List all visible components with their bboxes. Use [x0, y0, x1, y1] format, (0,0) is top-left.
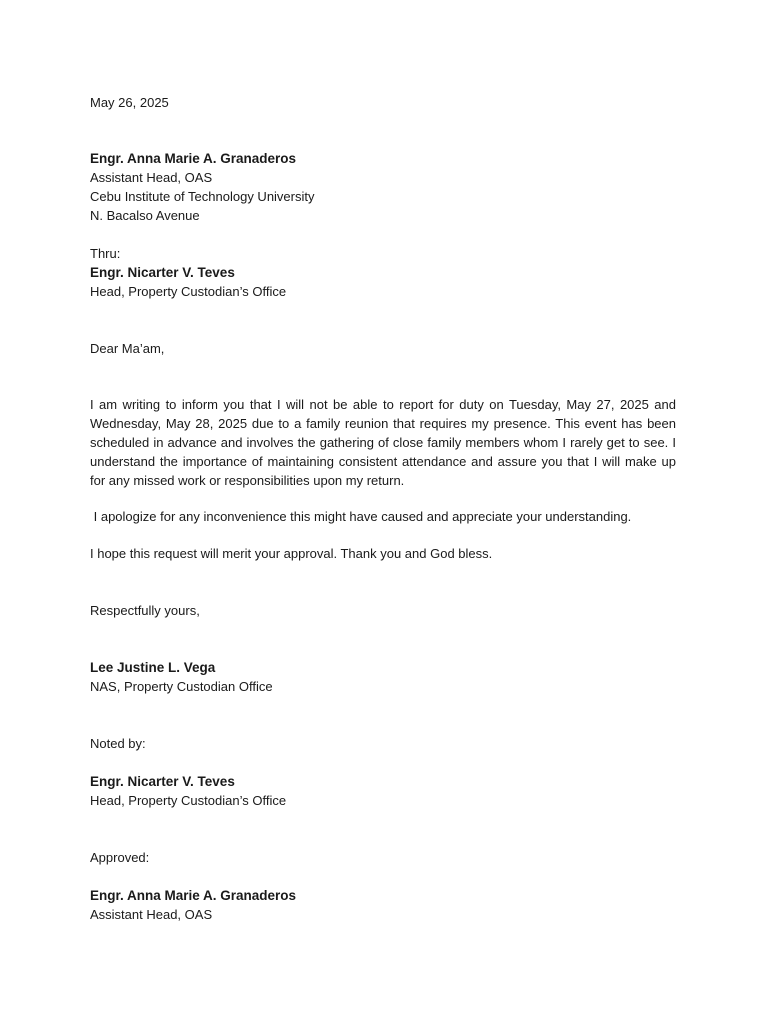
- letter-date: May 26, 2025: [90, 95, 169, 110]
- approved-name: Engr. Anna Marie A. Granaderos: [90, 888, 297, 903]
- approved-position: Assistant Head, OAS: [90, 907, 213, 922]
- noted-name: Engr. Nicarter V. Teves: [90, 774, 235, 789]
- salutation: Dear Ma’am,: [90, 341, 165, 356]
- thru-position: Head, Property Custodian’s Office: [90, 284, 287, 299]
- noted-label: Noted by:: [90, 736, 146, 751]
- sender-position: NAS, Property Custodian Office: [90, 679, 273, 694]
- closing: Respectfully yours,: [90, 603, 200, 618]
- thru-label: Thru:: [90, 246, 121, 261]
- thru-name: Engr. Nicarter V. Teves: [90, 265, 235, 280]
- recipient-name: Engr. Anna Marie A. Granaderos: [90, 151, 297, 166]
- body-paragraph-2: I apologize for any inconvenience this might have caused and appreciate your understanding.: [90, 509, 632, 524]
- sender-name: Lee Justine L. Vega: [90, 660, 216, 675]
- body-paragraph-3: I hope this request will merit your approval. Thank you and God bless.: [90, 546, 493, 561]
- recipient-address: N. Bacalso Avenue: [90, 208, 200, 223]
- recipient-institution: Cebu Institute of Technology University: [90, 189, 315, 204]
- recipient-position: Assistant Head, OAS: [90, 170, 213, 185]
- approved-label: Approved:: [90, 850, 150, 865]
- noted-position: Head, Property Custodian’s Office: [90, 793, 287, 808]
- body-paragraph-1: I am writing to inform you that I will not be able to report for duty on Tuesday, May 27, 2025 and Wednesday, May 28, 2025 due to a family reunion that requires my presence. This event has been scheduled in advance and involves the gathering of close family members whom I rarely get to see. I understand the importance of maintaining consistent attendance and assure you that I will make up for any missed work or responsibilities upon my return.: [90, 397, 676, 488]
